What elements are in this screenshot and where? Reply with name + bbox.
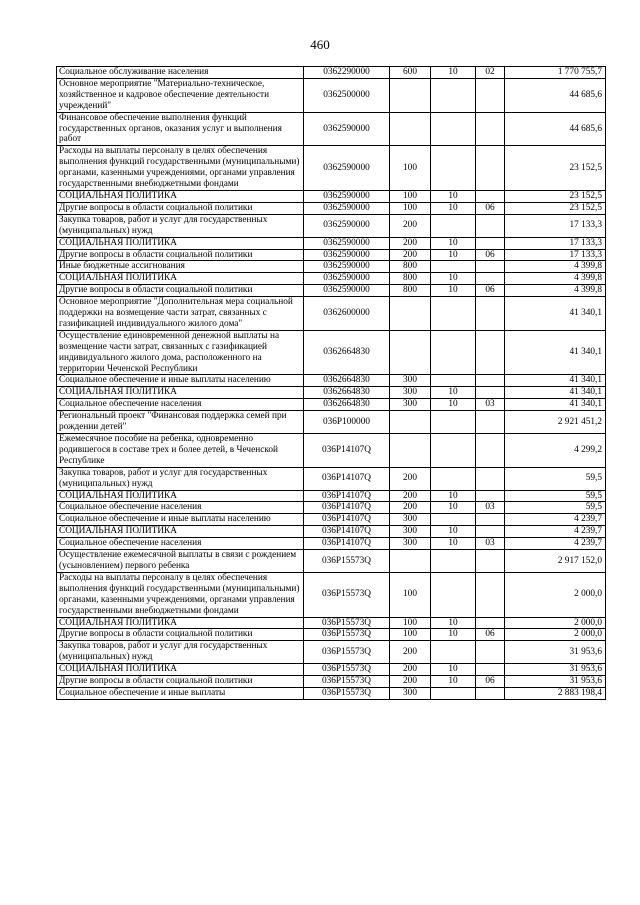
- table-row: [57, 490, 606, 502]
- row-name-cell: Закупка товаров, работ и услуг для государственных (муниципальных) нужд: [57, 214, 304, 237]
- expense-type-cell: 200: [390, 467, 431, 490]
- expense-type-cell: 100: [390, 146, 431, 191]
- subsection-cell: 06: [476, 249, 505, 261]
- table-row: [57, 273, 606, 285]
- target-article-cell: 036P14107Q: [304, 467, 390, 490]
- amount-cell: 59,5: [505, 467, 606, 490]
- section-cell: 10: [431, 273, 476, 285]
- expense-type-cell: 800: [390, 285, 431, 297]
- amount-cell: 4 239,7: [505, 538, 606, 550]
- subsection-cell: [476, 214, 505, 237]
- table-row: [57, 434, 606, 468]
- row-name-cell: СОЦИАЛЬНАЯ ПОЛИТИКА: [57, 273, 304, 285]
- target-article-cell: 0362500000: [304, 78, 390, 112]
- expense-type-cell: [390, 78, 431, 112]
- section-cell: 10: [431, 237, 476, 249]
- section-cell: [431, 261, 476, 273]
- target-article-cell: 036P14107Q: [304, 490, 390, 502]
- expense-type-cell: 200: [390, 490, 431, 502]
- section-cell: 10: [431, 387, 476, 399]
- section-cell: [431, 411, 476, 434]
- row-name-cell: Социальное обеспечение населения: [57, 502, 304, 514]
- table-row: [57, 514, 606, 526]
- row-name-cell: Иные бюджетные ассигнования: [57, 261, 304, 273]
- table-row: [57, 629, 606, 641]
- subsection-cell: [476, 411, 505, 434]
- subsection-cell: 06: [476, 202, 505, 214]
- amount-cell: 41 340,1: [505, 297, 606, 331]
- row-name-cell: Основное мероприятие "Дополнительная мера социальной поддержки на возмещение части затрат, связанных с газификацией индивидуального жилого дома": [57, 297, 304, 331]
- amount-cell: 59,5: [505, 490, 606, 502]
- subsection-cell: [476, 490, 505, 502]
- target-article-cell: 036P15573Q: [304, 572, 390, 617]
- table-row: [57, 190, 606, 202]
- section-cell: 10: [431, 399, 476, 411]
- expense-type-cell: 300: [390, 387, 431, 399]
- expense-type-cell: 100: [390, 572, 431, 617]
- subsection-cell: [476, 526, 505, 538]
- subsection-cell: [476, 467, 505, 490]
- section-cell: [431, 572, 476, 617]
- row-name-cell: Региональный проект "Финансовая поддержка семей при рождении детей": [57, 411, 304, 434]
- subsection-cell: [476, 146, 505, 191]
- expense-type-cell: 200: [390, 214, 431, 237]
- amount-cell: 1 770 755,7: [505, 67, 606, 79]
- amount-cell: 17 133,3: [505, 214, 606, 237]
- expense-type-cell: 200: [390, 502, 431, 514]
- target-article-cell: 036P14107Q: [304, 538, 390, 550]
- subsection-cell: 03: [476, 399, 505, 411]
- row-name-cell: СОЦИАЛЬНАЯ ПОЛИТИКА: [57, 387, 304, 399]
- row-name-cell: Социальное обеспечение населения: [57, 538, 304, 550]
- section-cell: 10: [431, 502, 476, 514]
- table-row: [57, 330, 606, 375]
- expense-type-cell: 800: [390, 261, 431, 273]
- subsection-cell: [476, 641, 505, 664]
- section-cell: 10: [431, 202, 476, 214]
- target-article-cell: 036P15573Q: [304, 664, 390, 676]
- row-name-cell: Расходы на выплаты персоналу в целях обеспечения выполнения функций государственными (муниципальными) органами, казенными учреждениями, органами управления государственными внебюджетными фондами: [57, 572, 304, 617]
- target-article-cell: 0362590000: [304, 112, 390, 146]
- table-row: [57, 375, 606, 387]
- target-article-cell: 0362590000: [304, 273, 390, 285]
- table-row: [57, 572, 606, 617]
- amount-cell: 4 399,8: [505, 261, 606, 273]
- subsection-cell: 06: [476, 629, 505, 641]
- subsection-cell: 03: [476, 538, 505, 550]
- row-name-cell: Осуществление ежемесячной выплаты в связи с рождением (усыновлением) первого ребенка: [57, 550, 304, 573]
- target-article-cell: 0362590000: [304, 285, 390, 297]
- expense-type-cell: 200: [390, 237, 431, 249]
- row-name-cell: Другие вопросы в области социальной политики: [57, 202, 304, 214]
- section-cell: [431, 214, 476, 237]
- row-name-cell: Другие вопросы в области социальной политики: [57, 249, 304, 261]
- table-row: [57, 502, 606, 514]
- section-cell: [431, 146, 476, 191]
- section-cell: [431, 687, 476, 699]
- section-cell: [431, 467, 476, 490]
- expense-type-cell: [390, 112, 431, 146]
- page-number: 460: [310, 37, 330, 52]
- section-cell: 10: [431, 538, 476, 550]
- subsection-cell: 03: [476, 502, 505, 514]
- table-row: [57, 550, 606, 573]
- expense-type-cell: 100: [390, 629, 431, 641]
- expense-type-cell: 200: [390, 249, 431, 261]
- expense-type-cell: [390, 434, 431, 468]
- target-article-cell: 0362290000: [304, 67, 390, 79]
- section-cell: [431, 514, 476, 526]
- amount-cell: 23 152,5: [505, 190, 606, 202]
- expense-type-cell: 100: [390, 202, 431, 214]
- amount-cell: 31 953,6: [505, 676, 606, 688]
- target-article-cell: 0362590000: [304, 146, 390, 191]
- amount-cell: 23 152,5: [505, 202, 606, 214]
- row-name-cell: Закупка товаров, работ и услуг для государственных (муниципальных) нужд: [57, 641, 304, 664]
- target-article-cell: 0362664830: [304, 387, 390, 399]
- target-article-cell: 0362664830: [304, 399, 390, 411]
- table-row: [57, 78, 606, 112]
- target-article-cell: 036P15573Q: [304, 687, 390, 699]
- target-article-cell: 036P14107Q: [304, 514, 390, 526]
- subsection-cell: 06: [476, 676, 505, 688]
- row-name-cell: СОЦИАЛЬНАЯ ПОЛИТИКА: [57, 664, 304, 676]
- expense-type-cell: 200: [390, 641, 431, 664]
- table-row: [57, 399, 606, 411]
- subsection-cell: [476, 330, 505, 375]
- amount-cell: 17 133,3: [505, 237, 606, 249]
- row-name-cell: СОЦИАЛЬНАЯ ПОЛИТИКА: [57, 526, 304, 538]
- target-article-cell: 0362590000: [304, 261, 390, 273]
- subsection-cell: 02: [476, 67, 505, 79]
- amount-cell: 2 000,0: [505, 572, 606, 617]
- subsection-cell: [476, 78, 505, 112]
- row-name-cell: СОЦИАЛЬНАЯ ПОЛИТИКА: [57, 237, 304, 249]
- subsection-cell: [476, 387, 505, 399]
- section-cell: 10: [431, 490, 476, 502]
- amount-cell: 2 000,0: [505, 617, 606, 629]
- expense-type-cell: 200: [390, 664, 431, 676]
- table-row: [57, 664, 606, 676]
- target-article-cell: 0362664830: [304, 375, 390, 387]
- target-article-cell: 036P14107Q: [304, 502, 390, 514]
- target-article-cell: 036P15573Q: [304, 676, 390, 688]
- section-cell: [431, 375, 476, 387]
- target-article-cell: 0362590000: [304, 237, 390, 249]
- target-article-cell: 036P15573Q: [304, 629, 390, 641]
- table-row: [57, 214, 606, 237]
- expense-type-cell: 800: [390, 273, 431, 285]
- expense-type-cell: [390, 411, 431, 434]
- subsection-cell: [476, 112, 505, 146]
- section-cell: [431, 78, 476, 112]
- target-article-cell: 0362590000: [304, 249, 390, 261]
- section-cell: 10: [431, 67, 476, 79]
- expense-type-cell: 300: [390, 526, 431, 538]
- section-cell: [431, 112, 476, 146]
- target-article-cell: 036P100000: [304, 411, 390, 434]
- subsection-cell: [476, 572, 505, 617]
- table-row: [57, 526, 606, 538]
- target-article-cell: 0362590000: [304, 190, 390, 202]
- row-name-cell: Социальное обеспечение населения: [57, 399, 304, 411]
- row-name-cell: СОЦИАЛЬНАЯ ПОЛИТИКА: [57, 190, 304, 202]
- target-article-cell: 0362590000: [304, 214, 390, 237]
- table-row: [57, 146, 606, 191]
- amount-cell: 59,5: [505, 502, 606, 514]
- target-article-cell: 0362600000: [304, 297, 390, 331]
- target-article-cell: 036P15573Q: [304, 617, 390, 629]
- amount-cell: 4 399,8: [505, 273, 606, 285]
- expense-type-cell: 100: [390, 190, 431, 202]
- target-article-cell: 0362664830: [304, 330, 390, 375]
- expense-type-cell: 300: [390, 514, 431, 526]
- table-row: [57, 641, 606, 664]
- row-name-cell: Социальное обеспечение и иные выплаты населению: [57, 375, 304, 387]
- row-name-cell: Расходы на выплаты персоналу в целях обеспечения выполнения функций государственными (муниципальными) органами, казенными учреждениями, органами управления государственными внебюджетными фондами: [57, 146, 304, 191]
- subsection-cell: [476, 664, 505, 676]
- subsection-cell: [476, 297, 505, 331]
- budget-table: [56, 66, 606, 700]
- amount-cell: 41 340,1: [505, 387, 606, 399]
- amount-cell: 4 239,7: [505, 526, 606, 538]
- amount-cell: 4 299,2: [505, 434, 606, 468]
- subsection-cell: [476, 261, 505, 273]
- expense-type-cell: 300: [390, 687, 431, 699]
- amount-cell: 41 340,1: [505, 330, 606, 375]
- section-cell: [431, 434, 476, 468]
- expense-type-cell: 300: [390, 399, 431, 411]
- table-row: [57, 617, 606, 629]
- row-name-cell: Ежемесячное пособие на ребенка, одновременно родившегося в составе трех и более детей, в Чеченской Республике: [57, 434, 304, 468]
- target-article-cell: 036P14107Q: [304, 526, 390, 538]
- section-cell: [431, 641, 476, 664]
- expense-type-cell: 100: [390, 617, 431, 629]
- amount-cell: 31 953,6: [505, 641, 606, 664]
- table-row: [57, 411, 606, 434]
- row-name-cell: Другие вопросы в области социальной политики: [57, 676, 304, 688]
- row-name-cell: СОЦИАЛЬНАЯ ПОЛИТИКА: [57, 490, 304, 502]
- table-row: [57, 538, 606, 550]
- subsection-cell: [476, 273, 505, 285]
- row-name-cell: СОЦИАЛЬНАЯ ПОЛИТИКА: [57, 617, 304, 629]
- row-name-cell: Основное мероприятие "Материально-техническое, хозяйственное и кадровое обеспечение деятельности учреждений": [57, 78, 304, 112]
- row-name-cell: Финансовое обеспечение выполнения функций государственных органов, оказания услуг и выполнения работ: [57, 112, 304, 146]
- target-article-cell: 0362590000: [304, 202, 390, 214]
- row-name-cell: Социальное обслуживание населения: [57, 67, 304, 79]
- amount-cell: 41 340,1: [505, 375, 606, 387]
- section-cell: 10: [431, 664, 476, 676]
- subsection-cell: [476, 190, 505, 202]
- table-row: [57, 249, 606, 261]
- amount-cell: 2 000,0: [505, 629, 606, 641]
- expense-type-cell: [390, 297, 431, 331]
- table-body: [57, 67, 606, 700]
- section-cell: [431, 550, 476, 573]
- section-cell: 10: [431, 190, 476, 202]
- table-row: [57, 297, 606, 331]
- amount-cell: 41 340,1: [505, 399, 606, 411]
- target-article-cell: 036P14107Q: [304, 434, 390, 468]
- subsection-cell: [476, 550, 505, 573]
- amount-cell: 44 685,6: [505, 112, 606, 146]
- row-name-cell: Осуществление единовременной денежной выплаты на возмещение части затрат, связанных с газификацией индивидуального жилого дома, расположенного на территории Чеченской Республики: [57, 330, 304, 375]
- expense-type-cell: [390, 550, 431, 573]
- row-name-cell: Закупка товаров, работ и услуг для государственных (муниципальных) нужд: [57, 467, 304, 490]
- row-name-cell: Другие вопросы в области социальной политики: [57, 629, 304, 641]
- section-cell: 10: [431, 629, 476, 641]
- table-row: [57, 285, 606, 297]
- table-row: [57, 261, 606, 273]
- subsection-cell: [476, 375, 505, 387]
- target-article-cell: 036P15573Q: [304, 641, 390, 664]
- subsection-cell: [476, 687, 505, 699]
- amount-cell: 31 953,6: [505, 664, 606, 676]
- amount-cell: 4 239,7: [505, 514, 606, 526]
- subsection-cell: [476, 617, 505, 629]
- table-row: [57, 387, 606, 399]
- amount-cell: 17 133,3: [505, 249, 606, 261]
- table-row: [57, 202, 606, 214]
- row-name-cell: Социальное обеспечение и иные выплаты населению: [57, 514, 304, 526]
- table-row: [57, 687, 606, 699]
- table-row: [57, 67, 606, 79]
- subsection-cell: [476, 237, 505, 249]
- section-cell: 10: [431, 285, 476, 297]
- section-cell: [431, 330, 476, 375]
- section-cell: 10: [431, 249, 476, 261]
- expense-type-cell: [390, 330, 431, 375]
- table-row: [57, 112, 606, 146]
- expense-type-cell: 600: [390, 67, 431, 79]
- subsection-cell: [476, 434, 505, 468]
- amount-cell: 23 152,5: [505, 146, 606, 191]
- amount-cell: 2 917 152,0: [505, 550, 606, 573]
- section-cell: 10: [431, 617, 476, 629]
- table-row: [57, 237, 606, 249]
- expense-type-cell: 300: [390, 538, 431, 550]
- table-row: [57, 676, 606, 688]
- target-article-cell: 036P15573Q: [304, 550, 390, 573]
- amount-cell: 44 685,6: [505, 78, 606, 112]
- row-name-cell: Социальное обеспечение и иные выплаты: [57, 687, 304, 699]
- subsection-cell: [476, 514, 505, 526]
- amount-cell: 4 399,8: [505, 285, 606, 297]
- amount-cell: 2 883 198,4: [505, 687, 606, 699]
- section-cell: 10: [431, 526, 476, 538]
- table-row: [57, 467, 606, 490]
- expense-type-cell: 200: [390, 676, 431, 688]
- section-cell: 10: [431, 676, 476, 688]
- expense-type-cell: 300: [390, 375, 431, 387]
- subsection-cell: 06: [476, 285, 505, 297]
- section-cell: [431, 297, 476, 331]
- amount-cell: 2 921 451,2: [505, 411, 606, 434]
- row-name-cell: Другие вопросы в области социальной политики: [57, 285, 304, 297]
